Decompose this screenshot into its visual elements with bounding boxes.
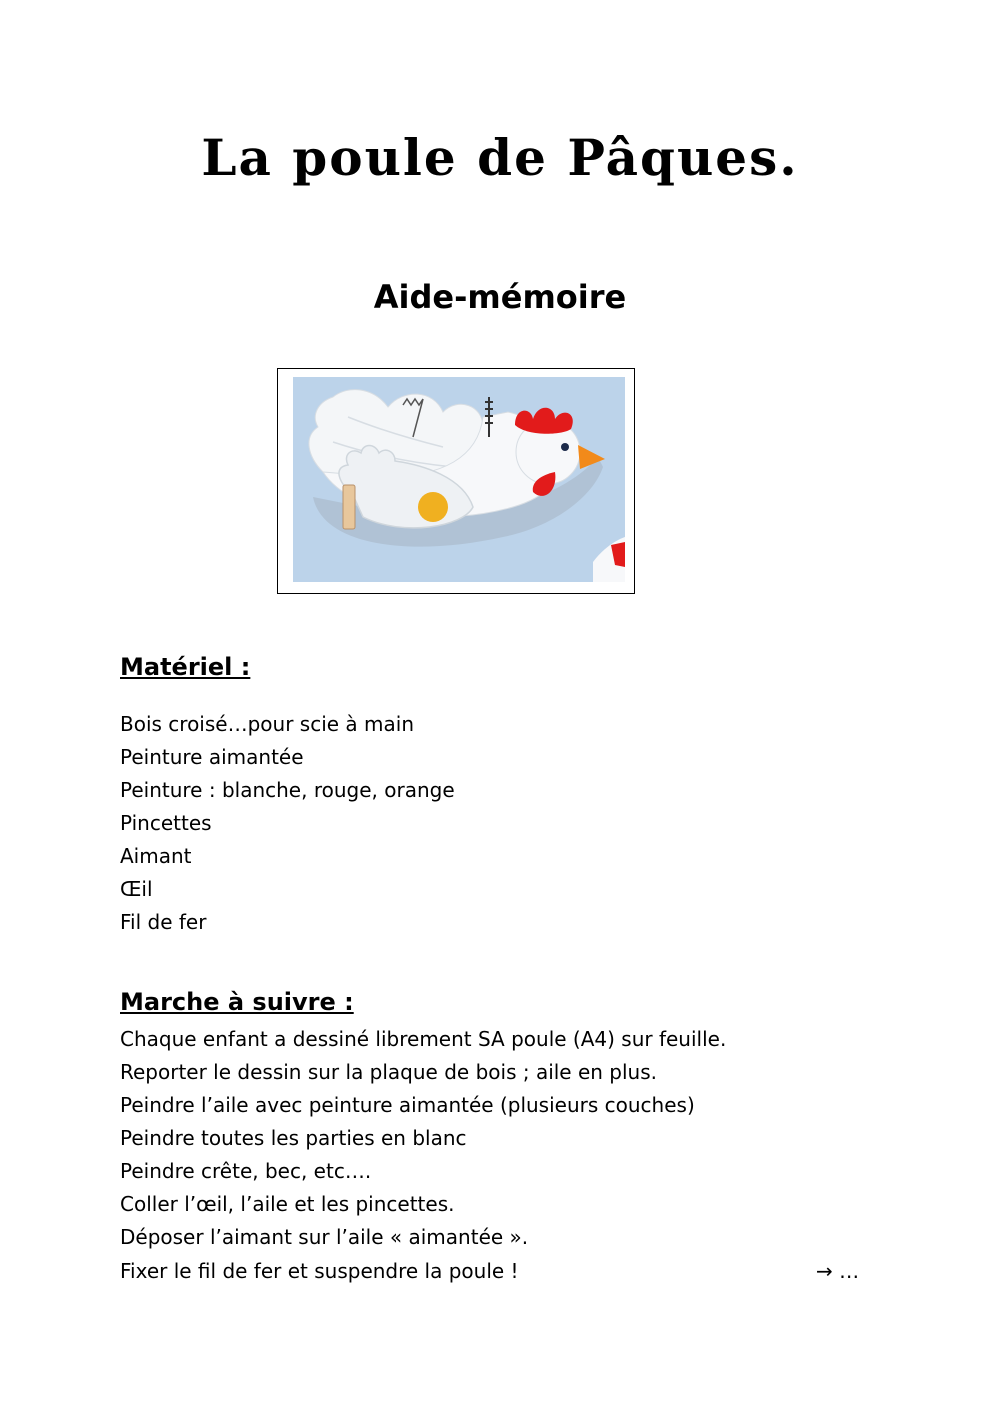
- material-item: Fil de fer: [120, 910, 207, 934]
- chicken-craft-photo: [293, 377, 625, 582]
- step-item: Peindre crête, bec, etc….: [120, 1159, 372, 1183]
- material-item: Œil: [120, 877, 153, 901]
- material-item: Pincettes: [120, 811, 212, 835]
- material-item: Aimant: [120, 844, 192, 868]
- step-item: Coller l’œil, l’aile et les pincettes.: [120, 1192, 455, 1216]
- step-item: Chaque enfant a dessiné librement SA poule (A4) sur feuille.: [120, 1027, 727, 1051]
- material-item: Bois croisé…pour scie à main: [120, 712, 414, 736]
- step-item: Déposer l’aimant sur l’aile « aimantée ».: [120, 1225, 529, 1249]
- step-item: Peindre l’aile avec peinture aimantée (plusieurs couches): [120, 1093, 695, 1117]
- materials-heading: Matériel :: [120, 653, 251, 681]
- step-item: Reporter le dessin sur la plaque de bois ; aile en plus.: [120, 1060, 658, 1084]
- photo-frame: [277, 368, 635, 594]
- step-item: Fixer le fil de fer et suspendre la poule !: [120, 1259, 519, 1283]
- page-title: La poule de Pâques.: [201, 128, 799, 187]
- material-item: Peinture aimantée: [120, 745, 304, 769]
- page-subtitle: Aide-mémoire: [373, 278, 627, 316]
- continuation-arrow: → …: [816, 1259, 860, 1283]
- step-item: Peindre toutes les parties en blanc: [120, 1126, 467, 1150]
- steps-heading: Marche à suivre :: [120, 988, 354, 1016]
- material-item: Peinture : blanche, rouge, orange: [120, 778, 455, 802]
